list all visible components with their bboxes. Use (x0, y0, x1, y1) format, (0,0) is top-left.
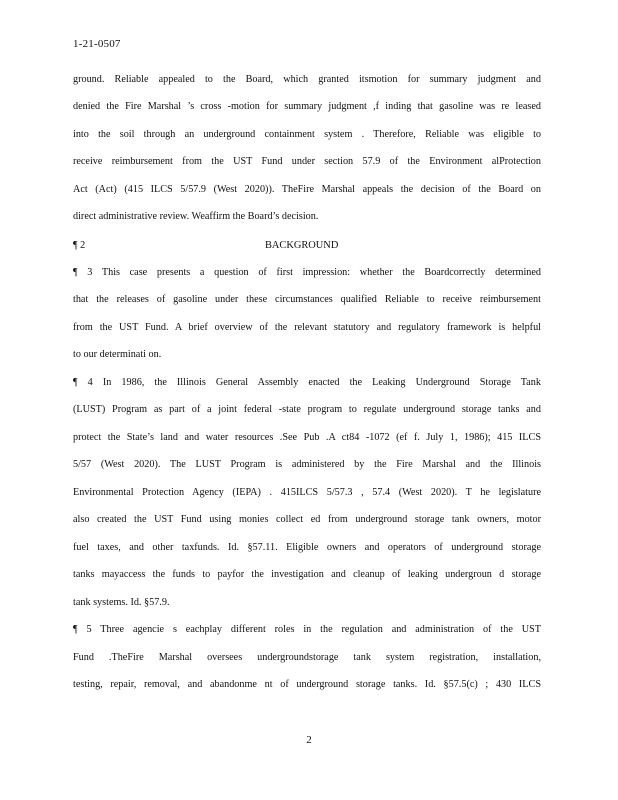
section-heading: BACKGROUND (265, 240, 339, 251)
text-line: to our determinati on. (73, 349, 162, 360)
text-line: 5/57 (West 2020). The LUST Program is administered by the Fire Marshal and the Illinois (73, 459, 541, 470)
text-line: denied the Fire Marshal ’s cross -motion for summary judgment ,f inding that gasoline was re leased (73, 101, 541, 112)
text-line: Fund .TheFire Marshal oversees undergroundstorage tank system registration, installation, (73, 652, 541, 663)
paragraph-mark: ¶ 2 (73, 240, 86, 251)
text-line: ¶ 4 In 1986, the Illinois General Assembly enacted the Leaking Underground Storage Tank (73, 377, 541, 388)
text-line: from the UST Fund. A brief overview of the relevant statutory and regulatory framework is helpful (73, 322, 541, 333)
text-line: testing, repair, removal, and abandonme nt of underground storage tanks. Id. §57.5(c) ; 430 ILCS (73, 679, 541, 690)
text-line: Environmental Protection Agency (IEPA) . 415ILCS 5/57.3 , 57.4 (West 2020). T he legislature (73, 487, 541, 498)
text-line: that the releases of gasoline under these circumstances qualified Reliable to receive reimbursement (73, 294, 541, 305)
text-line: receive reimbursement from the UST Fund under section 57.9 of the Environment alProtection (73, 156, 541, 167)
text-line: into the soil through an underground containment system . Therefore, Reliable was eligible to (73, 129, 541, 140)
page-number: 2 (306, 734, 312, 746)
case-number-header: 1-21-0507 (73, 38, 121, 50)
text-line: tanks mayaccess the funds to payfor the investigation and cleanup of leaking undergroun d storage (73, 569, 541, 580)
text-line: ¶ 5 Three agencie s eachplay different roles in the regulation and administration of the UST (73, 624, 541, 635)
text-line: protect the State’s land and water resources .See Pub .A ct84 -1072 (ef f. July 1, 1986); 415 ILCS (73, 432, 541, 443)
text-line: direct administrative review. Weaffirm the Board’s decision. (73, 211, 319, 222)
text-line: fuel taxes, and other taxfunds. Id. §57.11. Eligible owners and operators of underground storage (73, 542, 541, 553)
text-line: also created the UST Fund using monies collect ed from underground storage tank owners, motor (73, 514, 541, 525)
text-line: ground. Reliable appealed to the Board, which granted itsmotion for summary judgment and (73, 74, 541, 85)
text-line: tank systems. Id. §57.9. (73, 597, 170, 608)
text-line: (LUST) Program as part of a joint federal -state program to regulate underground storage tanks and (73, 404, 541, 415)
text-line: Act (Act) (415 ILCS 5/57.9 (West 2020)). TheFire Marshal appeals the decision of the Board on (73, 184, 541, 195)
text-line: ¶ 3 This case presents a question of first impression: whether the Boardcorrectly determined (73, 267, 541, 278)
